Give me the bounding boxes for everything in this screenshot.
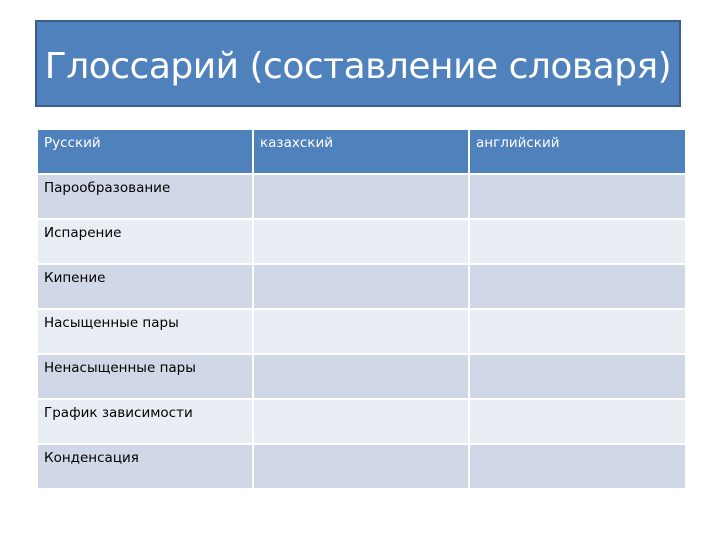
term-russian: Насыщенные пары — [37, 309, 253, 354]
table-row — [37, 174, 686, 219]
term-kazakh — [253, 444, 469, 489]
term-english — [469, 399, 686, 444]
term-kazakh — [253, 399, 469, 444]
header-kazakh: казахский — [253, 129, 469, 174]
term-english — [469, 264, 686, 309]
table-row — [37, 399, 686, 444]
term-kazakh — [253, 264, 469, 309]
term-english — [469, 219, 686, 264]
term-russian: Кипение — [37, 264, 253, 309]
slide-title: Глоссарий (составление словаря) — [44, 46, 672, 87]
term-kazakh — [253, 354, 469, 399]
term-russian: Ненасыщенные пары — [37, 354, 253, 399]
term-russian: Парообразование — [37, 174, 253, 219]
slide-title-box — [35, 20, 681, 107]
term-english — [469, 174, 686, 219]
header-russian: Русский — [37, 129, 253, 174]
table-row — [37, 219, 686, 264]
term-russian: Конденсация — [37, 444, 253, 489]
table-row — [37, 354, 686, 399]
term-kazakh — [253, 309, 469, 354]
table-row — [37, 264, 686, 309]
table-row — [37, 309, 686, 354]
table-row — [37, 444, 686, 489]
header-english: английский — [469, 129, 686, 174]
term-english — [469, 354, 686, 399]
table-header-row — [37, 129, 686, 174]
term-russian: График зависимости — [37, 399, 253, 444]
term-kazakh — [253, 219, 469, 264]
term-russian: Испарение — [37, 219, 253, 264]
term-english — [469, 309, 686, 354]
term-kazakh — [253, 174, 469, 219]
glossary-table — [36, 128, 687, 490]
term-english — [469, 444, 686, 489]
